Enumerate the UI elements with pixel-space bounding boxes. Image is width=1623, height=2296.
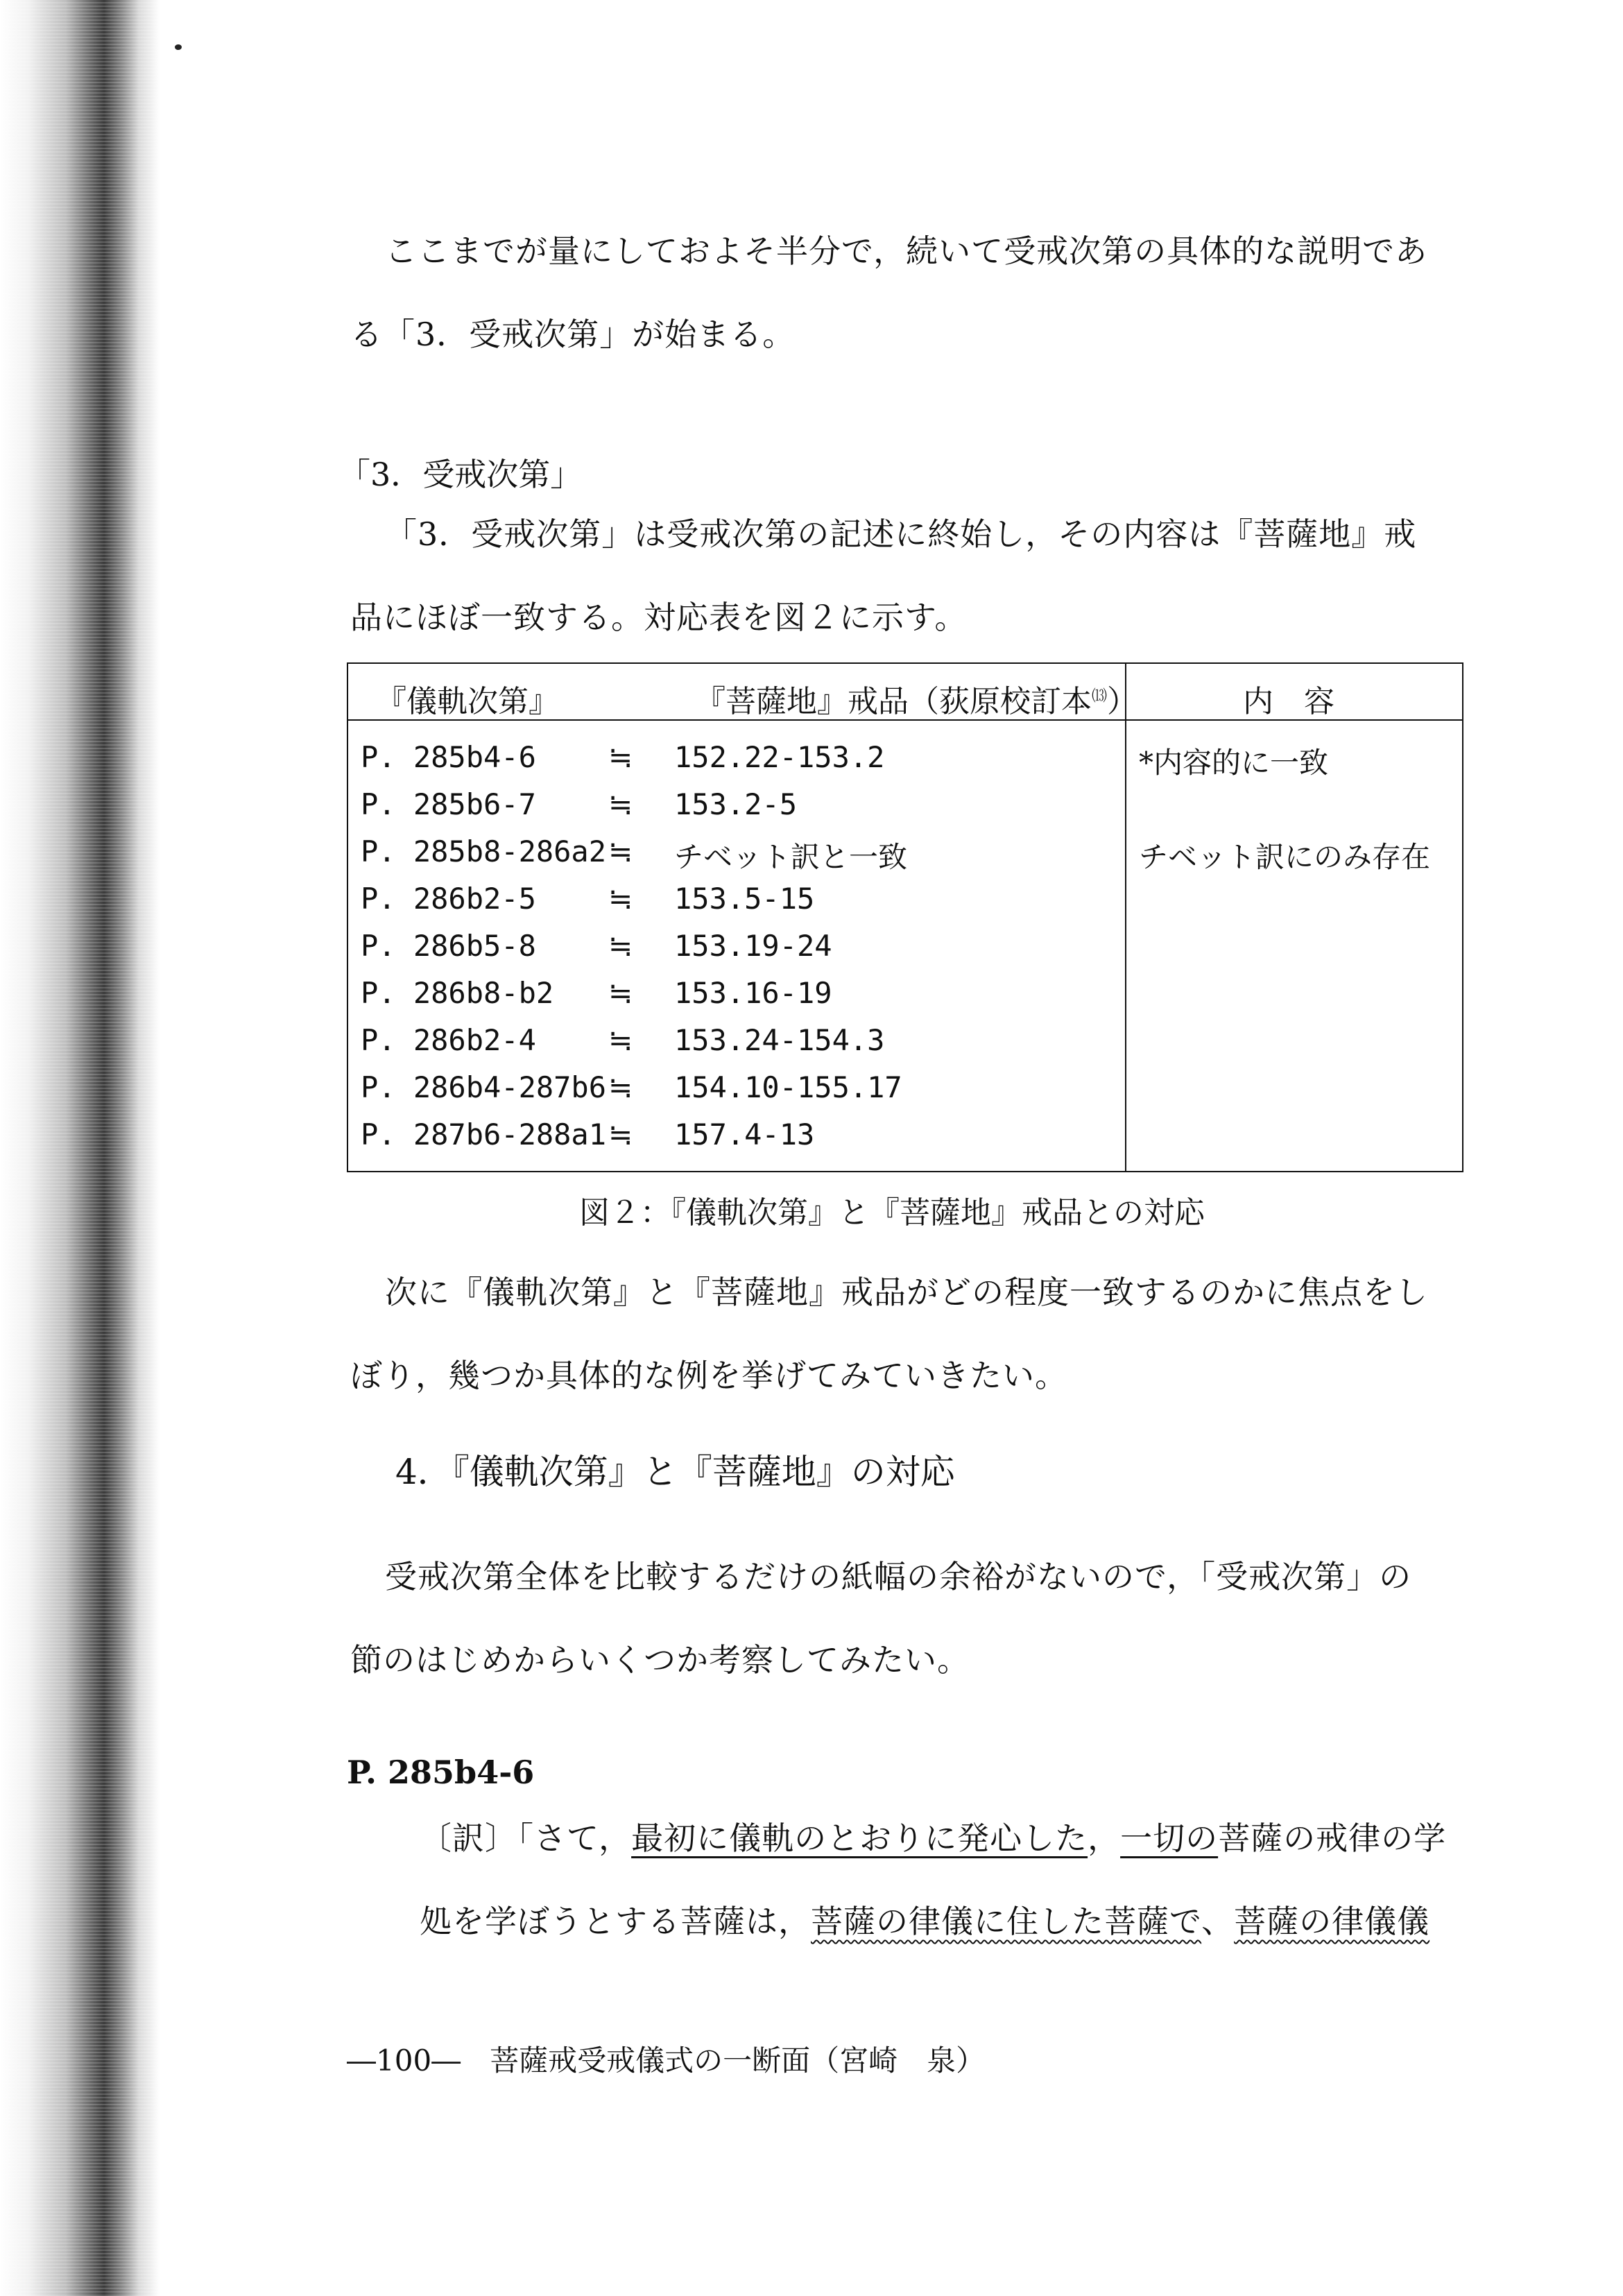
table-cell-value: 153.19-24 — [674, 929, 832, 963]
table-header-content: 内 容 — [1243, 684, 1334, 719]
table-cell-approx: ≒ — [608, 882, 633, 916]
translation-line-1 — [385, 1797, 1477, 1880]
table-cell-value: 153.16-19 — [674, 976, 832, 1010]
translation-prefix: 〔訳〕「さて， — [420, 1819, 632, 1857]
table-cell-value: 152.22-153.2 — [674, 740, 885, 774]
correspondence-table — [347, 662, 1463, 1172]
section-3-line-2: 品にほぼ一致する。対応表を図２に示す。 — [350, 599, 968, 636]
table-cell-ref: P. 285b4-6 — [361, 740, 536, 774]
table-header-bodhisattvabhumi-text: 『菩薩地』戒品（荻原校訂本 — [695, 684, 1092, 719]
translation-line-2-start: 処を学ぼうとする菩薩は， — [420, 1903, 811, 1940]
table-cell-ref: P. 286b2-5 — [361, 882, 536, 916]
table-cell-ref: P. 287b6-288a1 — [361, 1117, 607, 1151]
second-line-1: 次に『儀軌次第』と『菩薩地』戒品がどの程度一致するのかに焦点をし — [385, 1274, 1428, 1311]
table-column-divider — [1125, 664, 1126, 1171]
table-cell-value: 153.24-154.3 — [674, 1023, 885, 1057]
table-cell-ref: P. 286b5-8 — [361, 929, 536, 963]
wavy-underlined-phrase-abiding: 菩薩の律儀に住した菩薩で — [811, 1903, 1202, 1940]
subsection-heading: P. 285b4-6 — [347, 1754, 535, 1791]
table-cell-approx: ≒ — [608, 929, 633, 963]
translation-line-1-end: 菩薩の戒律の学 — [1218, 1819, 1447, 1857]
translation-line-2 — [385, 1880, 1477, 1963]
section-3-line-1: 「3．受戒次第」は受戒次第の記述に終始し，その内容は『菩薩地』戒 — [385, 515, 1417, 553]
table-cell-approx: ≒ — [608, 1070, 633, 1104]
section-4-heading: 4．『儀軌次第』と『菩薩地』の対応 — [395, 1452, 955, 1492]
table-cell-value: 157.4-13 — [674, 1117, 815, 1151]
table-row — [348, 1070, 1125, 1117]
table-cell-ref: P. 285b6-7 — [361, 787, 536, 821]
table-note-content-match: *内容的に一致 — [1139, 746, 1329, 780]
table-cell-approx: ≒ — [608, 787, 633, 821]
scan-binding-shadow — [0, 0, 160, 2296]
page-footer: ―100― 菩薩戒受戒儀式の一断面（宮崎 泉） — [347, 2044, 986, 2077]
figure-caption: 図２：『儀軌次第』と『菩薩地』戒品との対応 — [579, 1195, 1205, 1231]
intro-line-1: ここまでが量にしておよそ半分で，続いて受戒次第の具体的な説明であ — [385, 232, 1428, 270]
table-row — [348, 976, 1125, 1023]
section-4-line-2: 節のはじめからいくつか考察してみたい。 — [350, 1641, 970, 1679]
table-cell-value: チベット訳と一致 — [674, 840, 908, 874]
table-cell-approx: ≒ — [608, 1117, 633, 1151]
table-header-bodhisattvabhumi — [695, 676, 1137, 721]
section-4-paragraph — [350, 1535, 1477, 1702]
second-line-2: ぼり，幾つか具体的な例を挙げてみていきたい。 — [350, 1357, 1067, 1394]
table-header-ritual: 『儀軌次第』 — [376, 684, 559, 719]
table-cell-ref: P. 286b8-b2 — [361, 976, 554, 1010]
table-row — [348, 929, 1125, 976]
intro-paragraph — [350, 209, 1477, 376]
table-cell-ref: P. 285b8-286a2 — [361, 834, 607, 868]
table-cell-value: 154.10-155.17 — [674, 1070, 902, 1104]
wavy-underlined-phrase-vows: 菩薩の律儀儀 — [1234, 1903, 1430, 1940]
scan-speck — [175, 44, 182, 50]
section-3-heading: 「3．受戒次第」 — [338, 456, 583, 493]
table-cell-value: 153.2-5 — [674, 787, 798, 821]
table-header-bodhisattvabhumi-close: ） — [1107, 684, 1138, 719]
translation-paragraph — [385, 1797, 1477, 1963]
footnote-13-marker: ⒀ — [1092, 687, 1108, 705]
table-row — [348, 740, 1125, 787]
second-paragraph — [350, 1251, 1477, 1417]
table-cell-approx: ≒ — [608, 976, 633, 1010]
intro-line-2: る「3．受戒次第」が始まる。 — [350, 316, 796, 353]
section-4-line-1: 受戒次第全体を比較するだけの紙幅の余裕がないので，「受戒次第」の — [385, 1558, 1412, 1595]
underlined-phrase-all: 一切の — [1120, 1819, 1219, 1857]
table-cell-ref: P. 286b2-4 — [361, 1023, 536, 1057]
underlined-phrase-first-aspiration: 最初に儀軌のとおりに発心した — [631, 1819, 1088, 1857]
comma-2: 、 — [1201, 1903, 1235, 1940]
table-row — [348, 834, 1125, 882]
table-cell-ref: P. 286b4-287b6 — [361, 1070, 607, 1104]
table-note-tibetan-only: チベット訳にのみ存在 — [1139, 840, 1431, 874]
section-3-paragraph — [350, 492, 1477, 659]
comma: ， — [1088, 1819, 1121, 1857]
table-row — [348, 1023, 1125, 1070]
table-row — [348, 1117, 1125, 1165]
table-row — [348, 882, 1125, 929]
table-cell-approx: ≒ — [608, 834, 633, 868]
table-row — [348, 787, 1125, 834]
table-cell-value: 153.5-15 — [674, 882, 815, 916]
table-cell-approx: ≒ — [608, 740, 633, 774]
table-cell-approx: ≒ — [608, 1023, 633, 1057]
